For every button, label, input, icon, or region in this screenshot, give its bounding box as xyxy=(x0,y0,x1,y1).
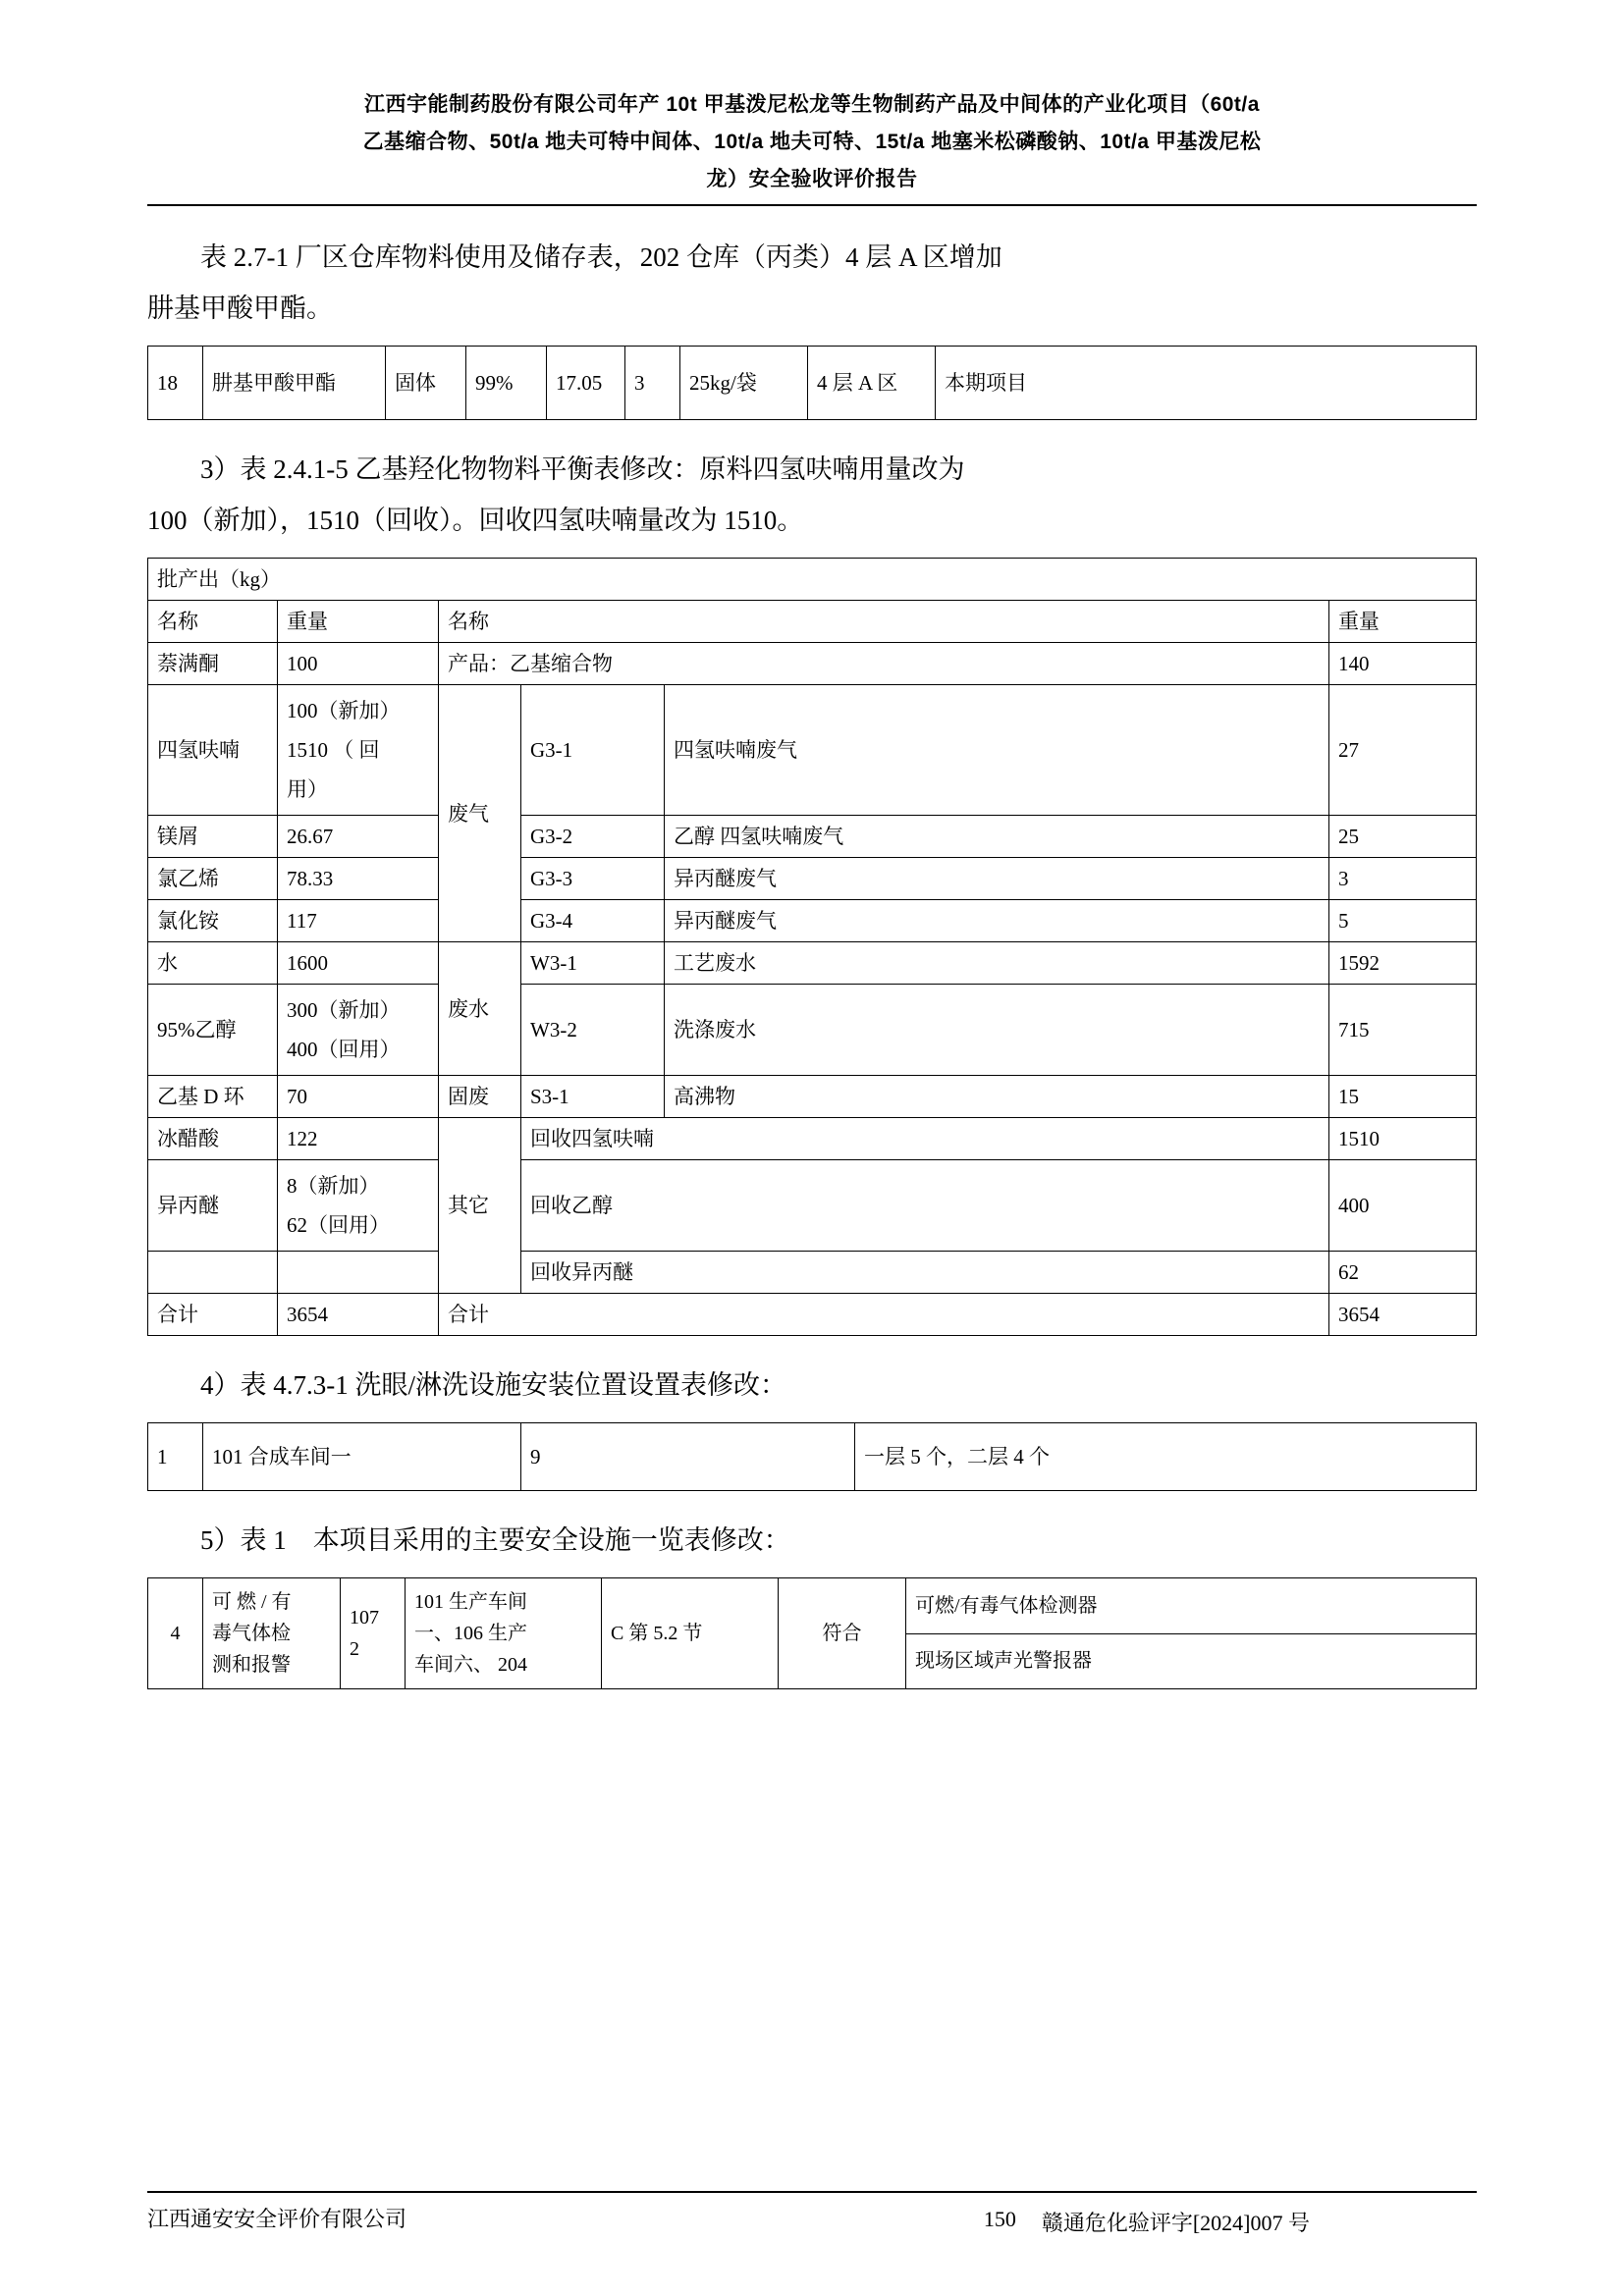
cell-index: 1 xyxy=(148,1423,203,1491)
cell-output-desc: 异丙醚废气 xyxy=(665,858,1329,900)
cell-output-code: W3-2 xyxy=(521,985,665,1076)
cell-output-code: G3-2 xyxy=(521,816,665,858)
cell-output-weight: 715 xyxy=(1328,985,1476,1076)
material-balance-table xyxy=(147,558,1477,1336)
header-output-name: 名称 xyxy=(439,601,1329,643)
cell-output-weight: 27 xyxy=(1328,685,1476,816)
paragraph-line: 肼基甲酸甲酯。 xyxy=(147,294,333,323)
cell-output-code: S3-1 xyxy=(521,1076,665,1118)
cell-state: 固体 xyxy=(386,347,466,420)
page-header xyxy=(147,86,1477,198)
cell-output-weight: 5 xyxy=(1328,900,1476,942)
cell-device-2: 现场区域声光警报器 xyxy=(906,1633,1477,1689)
cell-input-name: 冰醋酸 xyxy=(148,1118,278,1160)
cell-standard: C 第 5.2 节 xyxy=(602,1578,779,1689)
table-row xyxy=(148,1252,1477,1294)
table-row-caption xyxy=(148,559,1477,601)
cell-output-desc: 异丙醚废气 xyxy=(665,900,1329,942)
table-row xyxy=(148,816,1477,858)
cell-input-name: 乙基 D 环 xyxy=(148,1076,278,1118)
cell-input-weight: 1600 xyxy=(278,942,439,985)
location-line: 车间六、 204 xyxy=(414,1654,527,1676)
cell-input-weight xyxy=(278,985,439,1076)
weight-line: 300（新加） xyxy=(287,998,401,1022)
header-line-1: 江西宇能制药股份有限公司年产 10t 甲基泼尼松龙等生物制药产品及中间体的产业化项目（60t/a xyxy=(364,93,1260,116)
location-line: 101 生产车间 xyxy=(414,1591,527,1613)
cell-output-weight: 15 xyxy=(1328,1076,1476,1118)
cell-output-desc: 洗涤废水 xyxy=(665,985,1329,1076)
cell-output-desc: 高沸物 xyxy=(665,1076,1329,1118)
cell-count: 3 xyxy=(625,347,680,420)
cell-output-code: G3-1 xyxy=(521,685,665,816)
quantity-line: 2 xyxy=(350,1638,359,1660)
cell-material-name: 肼基甲酸甲酯 xyxy=(203,347,386,420)
cell-total-label: 合计 xyxy=(148,1294,278,1336)
safety-facility-table xyxy=(147,1577,1477,1689)
header-input-name: 名称 xyxy=(148,601,278,643)
cell-output-desc: 四氢呋喃废气 xyxy=(665,685,1329,816)
facility-name-line: 毒气体检 xyxy=(212,1623,291,1644)
table-row xyxy=(148,942,1477,985)
paragraph-table-2-4-1-5 xyxy=(147,444,1477,546)
header-line-2: 乙基缩合物、50t/a 地夫可特中间体、10t/a 地夫可特、15t/a 地塞米松磷酸钠、10t/a 甲基泼尼松 xyxy=(362,131,1262,153)
cell-count: 9 xyxy=(521,1423,855,1491)
cell-output-weight: 25 xyxy=(1328,816,1476,858)
cell-output-desc: 工艺废水 xyxy=(665,942,1329,985)
cell-workshop: 101 合成车间一 xyxy=(203,1423,521,1491)
table-row xyxy=(148,685,1477,816)
table-row xyxy=(148,1118,1477,1160)
cell-output-code: G3-4 xyxy=(521,900,665,942)
paragraph-table-4-7-3-1: 4）表 4.7.3-1 洗眼/淋洗设施安装位置设置表修改： xyxy=(200,1370,786,1400)
table-row-header xyxy=(148,601,1477,643)
facility-name-line: 测和报警 xyxy=(212,1654,291,1676)
table-row xyxy=(148,347,1477,420)
cell-output-code: G3-3 xyxy=(521,858,665,900)
cell-recovery-weight: 400 xyxy=(1328,1160,1476,1252)
cell-input-name: 水 xyxy=(148,942,278,985)
table-row xyxy=(148,1423,1477,1491)
cell-index: 4 xyxy=(148,1578,203,1689)
cell-input-name: 氯化铵 xyxy=(148,900,278,942)
paragraph-line: 100（新加），1510（回收）。回收四氢呋喃量改为 1510。 xyxy=(147,506,804,535)
cell-category-waste-gas: 废气 xyxy=(439,685,521,942)
cell-input-weight: 122 xyxy=(278,1118,439,1160)
facility-name-line: 可 燃 / 有 xyxy=(212,1591,292,1613)
header-input-weight: 重量 xyxy=(278,601,439,643)
quantity-line: 107 xyxy=(350,1607,379,1629)
cell-recovery-desc: 回收异丙醚 xyxy=(521,1252,1329,1294)
cell-total-input: 3654 xyxy=(278,1294,439,1336)
footer-page-number: 150 xyxy=(983,2207,1016,2231)
cell-output-weight: 1592 xyxy=(1328,942,1476,985)
cell-recovery-weight: 1510 xyxy=(1328,1118,1476,1160)
cell-category-waste-water: 废水 xyxy=(439,942,521,1076)
eyewash-location-table xyxy=(147,1422,1477,1491)
weight-line: 1510 （ 回 xyxy=(287,738,380,762)
cell-output-code: W3-1 xyxy=(521,942,665,985)
cell-input-name: 氯乙烯 xyxy=(148,858,278,900)
footer-company: 江西通安安全评价有限公司 xyxy=(147,2207,407,2231)
cell-total-output: 3654 xyxy=(1328,1294,1476,1336)
paragraph-table-2-7-1 xyxy=(147,232,1477,334)
weight-line: 400（回用） xyxy=(287,1038,401,1061)
cell-remark: 本期项目 xyxy=(936,347,1477,420)
table-row xyxy=(148,1578,1477,1634)
header-output-weight: 重量 xyxy=(1328,601,1476,643)
cell-location xyxy=(406,1578,602,1689)
cell-distribution: 一层 5 个，二层 4 个 xyxy=(855,1423,1477,1491)
cell-recovery-desc: 回收乙醇 xyxy=(521,1160,1329,1252)
warehouse-material-table xyxy=(147,346,1477,420)
cell-result: 符合 xyxy=(779,1578,906,1689)
cell-caption: 批产出（kg） xyxy=(148,559,1477,601)
cell-input-weight xyxy=(278,1160,439,1252)
cell-input-weight: 70 xyxy=(278,1076,439,1118)
footer-doc-number: 赣通危化验评字[2024]007 号 xyxy=(1041,2211,1310,2235)
paragraph-line: 3）表 2.4.1-5 乙基羟化物物料平衡表修改：原料四氢呋喃用量改为 xyxy=(200,454,965,484)
cell-input-name: 镁屑 xyxy=(148,816,278,858)
header-line-3: 龙）安全验收评价报告 xyxy=(706,168,918,190)
cell-output-weight: 3 xyxy=(1328,858,1476,900)
footer-divider xyxy=(147,2191,1477,2193)
cell-facility-name xyxy=(203,1578,341,1689)
cell-output-desc: 乙醇 四氢呋喃废气 xyxy=(665,816,1329,858)
table-row xyxy=(148,900,1477,942)
cell-quantity xyxy=(341,1578,406,1689)
page-footer xyxy=(147,2191,1477,2237)
table-row-total xyxy=(148,1294,1477,1336)
cell-purity: 99% xyxy=(466,347,547,420)
cell-input-name: 四氢呋喃 xyxy=(148,685,278,816)
weight-line: 用） xyxy=(287,777,328,801)
cell-input-weight: 100 xyxy=(278,643,439,685)
table-row xyxy=(148,985,1477,1076)
location-line: 一、106 生产 xyxy=(414,1623,527,1644)
cell-category-other: 其它 xyxy=(439,1118,521,1294)
cell-input-name xyxy=(148,1252,278,1294)
paragraph-line: 表 2.7-1 厂区仓库物料使用及储存表，202 仓库（丙类）4 层 A 区增加 xyxy=(200,242,1002,272)
table-row xyxy=(148,1076,1477,1118)
cell-recovery-desc: 回收四氢呋喃 xyxy=(521,1118,1329,1160)
cell-input-name: 95%乙醇 xyxy=(148,985,278,1076)
cell-device-1: 可燃/有毒气体检测器 xyxy=(906,1578,1477,1634)
table-row xyxy=(148,858,1477,900)
header-divider xyxy=(147,204,1477,206)
cell-input-weight xyxy=(278,1252,439,1294)
weight-line: 8（新加） xyxy=(287,1174,380,1198)
cell-recovery-weight: 62 xyxy=(1328,1252,1476,1294)
cell-input-name: 萘满酮 xyxy=(148,643,278,685)
table-row xyxy=(148,643,1477,685)
cell-input-weight: 78.33 xyxy=(278,858,439,900)
cell-category-solid-waste: 固废 xyxy=(439,1076,521,1118)
cell-input-weight: 117 xyxy=(278,900,439,942)
table-row xyxy=(148,1160,1477,1252)
cell-package: 25kg/袋 xyxy=(680,347,808,420)
cell-input-weight xyxy=(278,685,439,816)
weight-line: 62（回用） xyxy=(287,1213,390,1237)
cell-index: 18 xyxy=(148,347,203,420)
cell-location: 4 层 A 区 xyxy=(808,347,936,420)
weight-line: 100（新加） xyxy=(287,699,401,722)
cell-input-weight: 26.67 xyxy=(278,816,439,858)
cell-product-weight: 140 xyxy=(1328,643,1476,685)
cell-total-out-label: 合计 xyxy=(439,1294,1329,1336)
paragraph-table-1-safety: 5）表 1 本项目采用的主要安全设施一览表修改： xyxy=(200,1525,790,1555)
cell-input-name: 异丙醚 xyxy=(148,1160,278,1252)
cell-quantity: 17.05 xyxy=(547,347,625,420)
cell-product-name: 产品：乙基缩合物 xyxy=(439,643,1329,685)
